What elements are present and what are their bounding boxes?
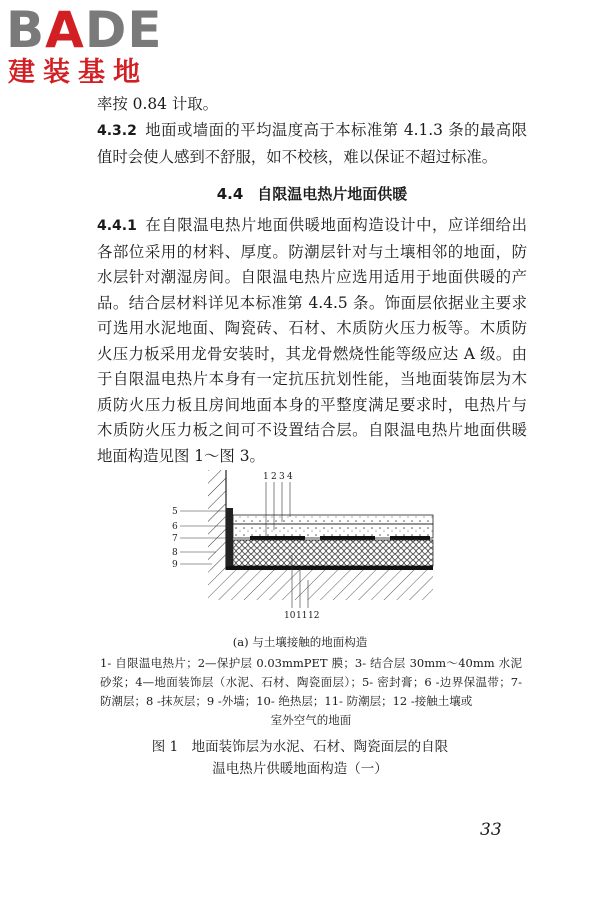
figure-title-line-1: 图 1 地面装饰层为水泥、石材、陶瓷面层的自限 xyxy=(151,739,449,755)
clause-4-4-1 xyxy=(97,213,527,469)
section-title: 自限温电热片地面供暖 xyxy=(257,185,408,203)
section-number: 4.4 xyxy=(216,185,244,203)
clause-text: 在自限温电热片地面供暖地面构造设计中，应详细给出各部位采用的材料、厚度。防潮层针对与土壤相邻的地面，防水层针对潮湿房间。自限温电热片应选用适用于地面供暖的产品。结合层材料详见本标准第 4.4.5 条。饰面层依据业主要求可选用水泥地面、陶瓷砖、石材、木质防火压力板等。木质防火压力板采用龙骨安装时，其龙骨燃烧性能等级应达 A 级。由于自限温电热片本身有一定抗压抗划性能，当地面装饰层为木质防火压力板且房间地面本身的平整度满足要求时，电热片与木质防火压力板之间可不设置结合层。自限温电热片地面供暖地面构造见图 1～图 3。 xyxy=(97,216,527,465)
brand-logo xyxy=(6,1,176,94)
outer-wall xyxy=(208,470,226,570)
figure-label-5: 5 xyxy=(172,507,178,517)
figure-subcaption: (a) 与土壤接触的地面构造 xyxy=(232,635,368,649)
legend-text-last: 室外空气的地面 xyxy=(270,713,352,727)
ground-soil xyxy=(208,570,433,600)
bonding-layer xyxy=(233,524,433,538)
figure-label-6: 6 xyxy=(172,522,178,532)
floor-construction-figure xyxy=(170,470,440,620)
previous-paragraph-tail: 率按 0.84 计取。 xyxy=(97,95,219,113)
insulation-layer xyxy=(233,540,433,566)
figure-label-11: 11 xyxy=(296,611,308,620)
heating-film xyxy=(320,536,375,540)
logo-wordmark: BADE xyxy=(6,1,163,59)
heating-film xyxy=(390,536,430,540)
figure-label-9: 9 xyxy=(172,560,178,570)
figure-legend xyxy=(100,654,522,730)
figure-label-4: 4 xyxy=(287,472,293,482)
section-heading xyxy=(97,183,527,205)
moisture-barrier xyxy=(226,566,433,570)
legend-text: 1- 自限温电热片；2—保护层 0.03mmPET 膜；3- 结合层 30mm～40mm 水泥砂浆；4—地面装饰层（水泥、石材、陶瓷面层）；5- 密封膏；6 -边界保温带；7- 防潮层；8 -抹灰层；9 -外墙；10- 绝热层；11- 防潮层；12 -接触土壤或 xyxy=(100,656,522,708)
figure-title-line-2: 温电热片供暖地面构造（一） xyxy=(212,761,388,777)
figure-label-10: 10 xyxy=(284,611,296,620)
figure-label-1: 1 xyxy=(263,472,269,482)
figure-label-12: 12 xyxy=(308,611,320,620)
figure-title xyxy=(0,736,600,780)
page-number: 33 xyxy=(480,820,502,840)
figure-label-8: 8 xyxy=(172,548,178,558)
figure-label-3: 3 xyxy=(279,472,285,482)
clause-text: 地面或墙面的平均温度高于本标准第 4.1.3 条的最高限值时会使人感到不舒服，如不校核，难以保证不超过标准。 xyxy=(97,121,527,166)
finish-layer xyxy=(233,515,433,524)
clause-4-3-2 xyxy=(97,118,527,170)
clause-number: 4.4.1 xyxy=(97,218,137,234)
figure-label-2: 2 xyxy=(271,472,277,482)
figure-label-7: 7 xyxy=(172,534,178,544)
logo-subtitle: 建装基地 xyxy=(8,57,148,88)
boundary-insulation-strip xyxy=(226,508,233,566)
heating-film xyxy=(250,536,305,540)
clause-number: 4.3.2 xyxy=(97,123,137,139)
